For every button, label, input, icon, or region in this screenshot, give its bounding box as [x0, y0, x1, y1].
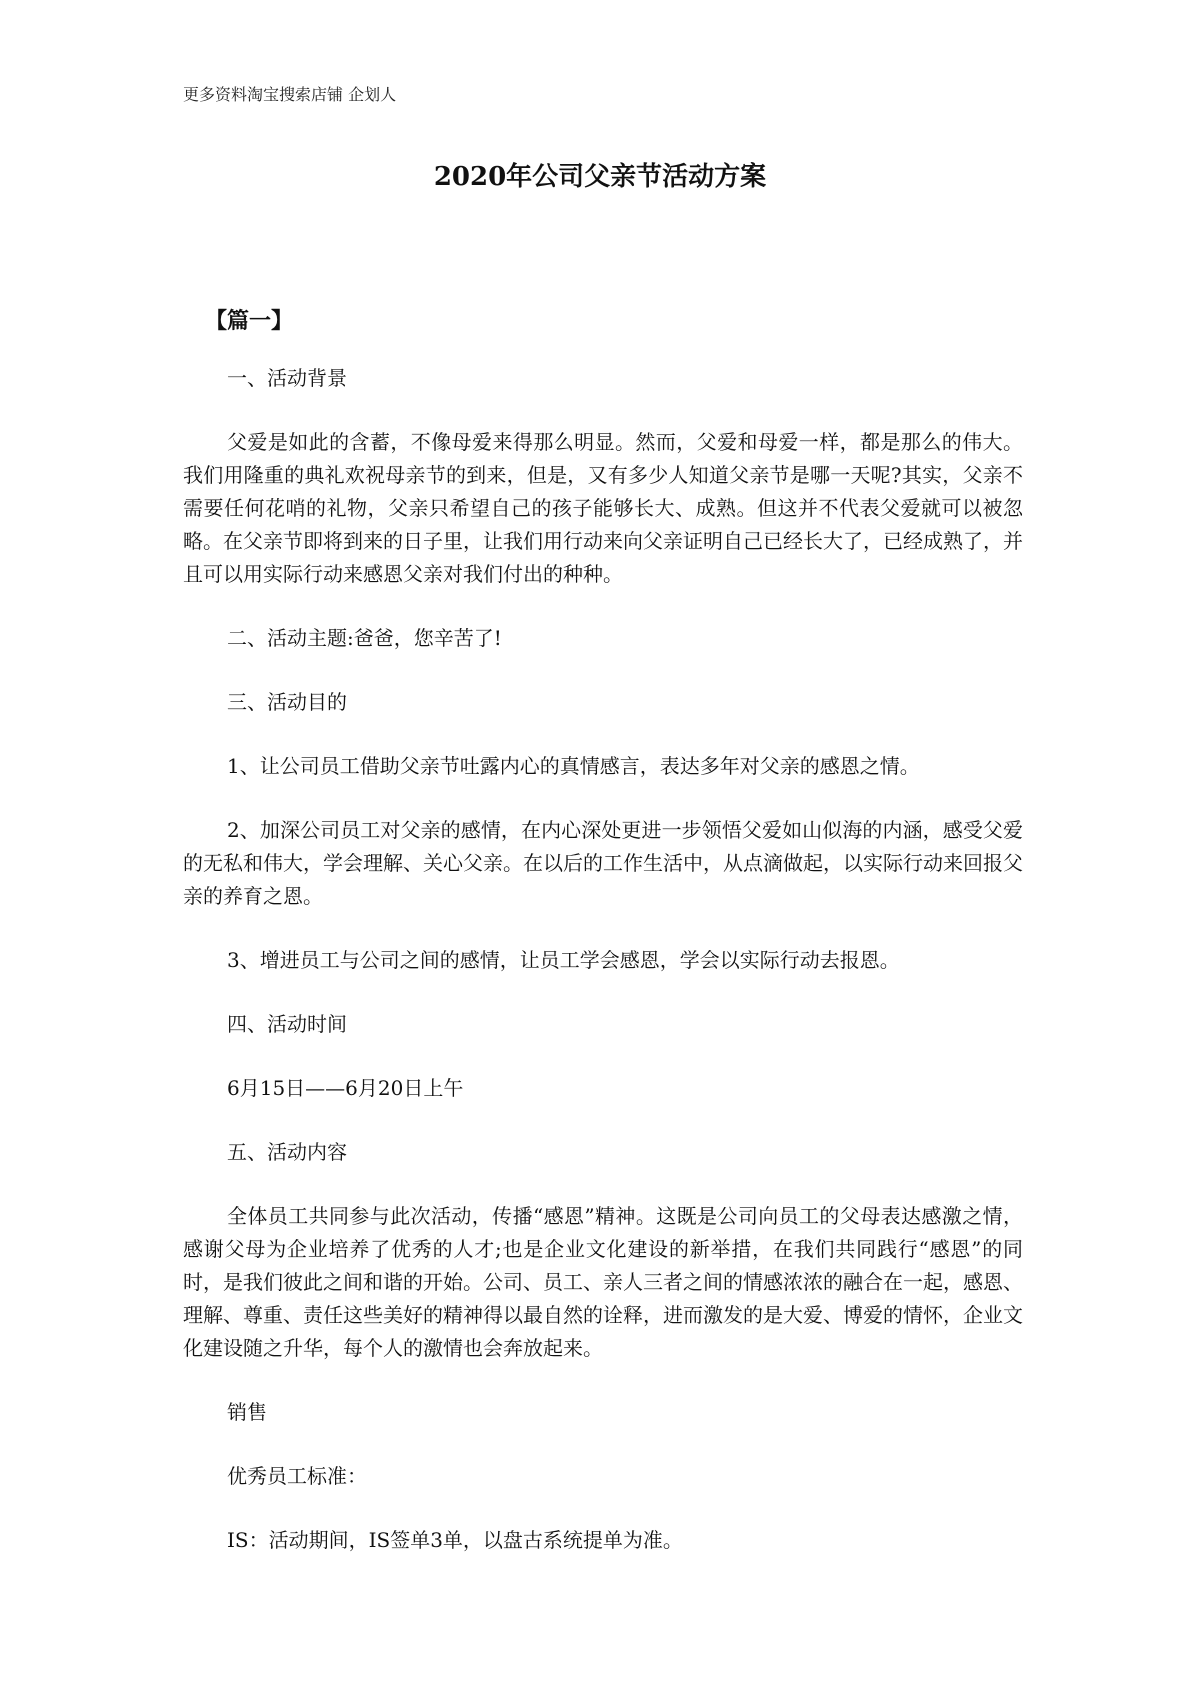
purpose-item-2: 2、加深公司员工对父亲的感情，在内心深处更进一步领悟父爱如山似海的内涵，感受父爱的无私和伟大，学会理解、关心父亲。在以后的工作生活中，从点滴做起，以实际行动来回报父亲的养育之恩。: [183, 818, 1023, 908]
paragraph-content: 全体员工共同参与此次活动，传播“感恩”精神。这既是公司向员工的父母表达感激之情，感谢父母为企业培养了优秀的人才;也是企业文化建设的新举措，在我们共同践行“感恩”的同时，是我们彼此之间和谐的开始。公司、员工、亲人三者之间的情感浓浓的融合在一起，感恩、理解、尊重、责任这些美好的精神得以最自然的诠释，进而激发的是大爱、博爱的情怀，企业文化建设随之升华，每个人的激情也会奔放起来。: [183, 1204, 1023, 1360]
activity-time: 6月15日——6月20日上午: [227, 1076, 464, 1100]
purpose-item-3: 3、增进员工与公司之间的感情，让员工学会感恩，学会以实际行动去报恩。: [227, 948, 900, 972]
header-note: 更多资料淘宝搜索店铺 企划人: [183, 85, 397, 104]
document-body: [183, 306, 1023, 1588]
paragraph-background: 父爱是如此的含蓄，不像母爱来得那么明显。然而，父爱和母爱一样，都是那么的伟大。我们用隆重的典礼欢祝母亲节的到来，但是，又有多少人知道父亲节是哪一天呢?其实，父亲不需要任何花哨的礼物，父亲只希望自己的孩子能够长大、成熟。但这并不代表父爱就可以被忽略。在父亲节即将到来的日子里，让我们用行动来向父亲证明自己已经长大了，已经成熟了，并且可以用实际行动来感恩父亲对我们付出的种种。: [183, 430, 1023, 586]
heading-standard: 优秀员工标准：: [227, 1464, 367, 1488]
heading-background: 一、活动背景: [227, 366, 347, 390]
purpose-item-1: 1、让公司员工借助父亲节吐露内心的真情感言，表达多年对父亲的感恩之情。: [227, 754, 920, 778]
heading-time: 四、活动时间: [227, 1012, 347, 1036]
standard-is: IS：活动期间，IS签单3单，以盘古系统提单为准。: [227, 1528, 683, 1552]
heading-purpose: 三、活动目的: [227, 690, 347, 714]
heading-sales: 销售: [227, 1400, 267, 1424]
heading-theme: 二、活动主题:爸爸，您辛苦了!: [227, 626, 502, 650]
section-tag: 【篇一】: [205, 308, 294, 334]
heading-content: 五、活动内容: [227, 1140, 347, 1164]
document-title: 2020年公司父亲节活动方案: [433, 162, 767, 192]
